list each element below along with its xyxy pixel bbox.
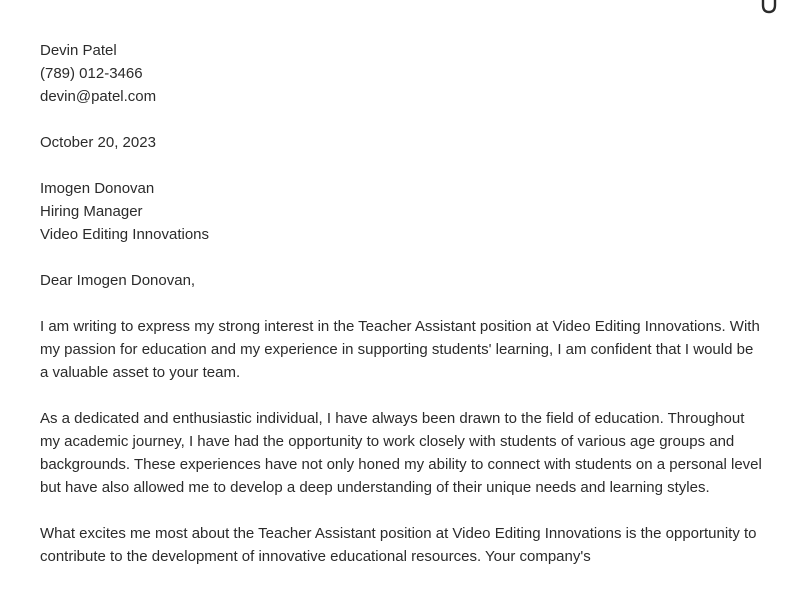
salutation-block (40, 269, 770, 292)
attachment-icon[interactable] (760, 0, 778, 14)
sender-phone: (789) 012-3466 (40, 65, 143, 82)
salutation: Dear Imogen Donovan, (40, 272, 196, 289)
cover-letter (40, 39, 770, 591)
recipient-title: Hiring Manager (40, 203, 143, 220)
recipient-info (40, 177, 770, 246)
letter-date: October 20, 2023 (40, 134, 156, 151)
recipient-company: Video Editing Innovations (40, 226, 210, 243)
sender-email: devin@patel.com (40, 88, 157, 105)
body-paragraph-1: I am writing to express my strong interest in the Teacher Assistant position at Video Editing Innovations. With my passion for education and my experience in supporting students' learning, I am confident that I would be a valuable asset to your team. (40, 318, 760, 381)
body-paragraph-2: As a dedicated and enthusiastic individual, I have always been drawn to the field of education. Throughout my academic journey, I have had the opportunity to work closely with students of various age groups and backgrounds. These experiences have not only honed my ability to connect with students on a personal level but have also allowed me to develop a deep understanding of their unique needs and learning styles. (40, 410, 762, 496)
recipient-name: Imogen Donovan (40, 180, 155, 197)
sender-info (40, 39, 770, 108)
sender-name: Devin Patel (40, 42, 117, 59)
letter-date-block (40, 131, 770, 154)
body-paragraph-3: What excites me most about the Teacher Assistant position at Video Editing Innovations is the opportunity to contribute to the development of innovative educational resources. Your company's (40, 525, 757, 565)
